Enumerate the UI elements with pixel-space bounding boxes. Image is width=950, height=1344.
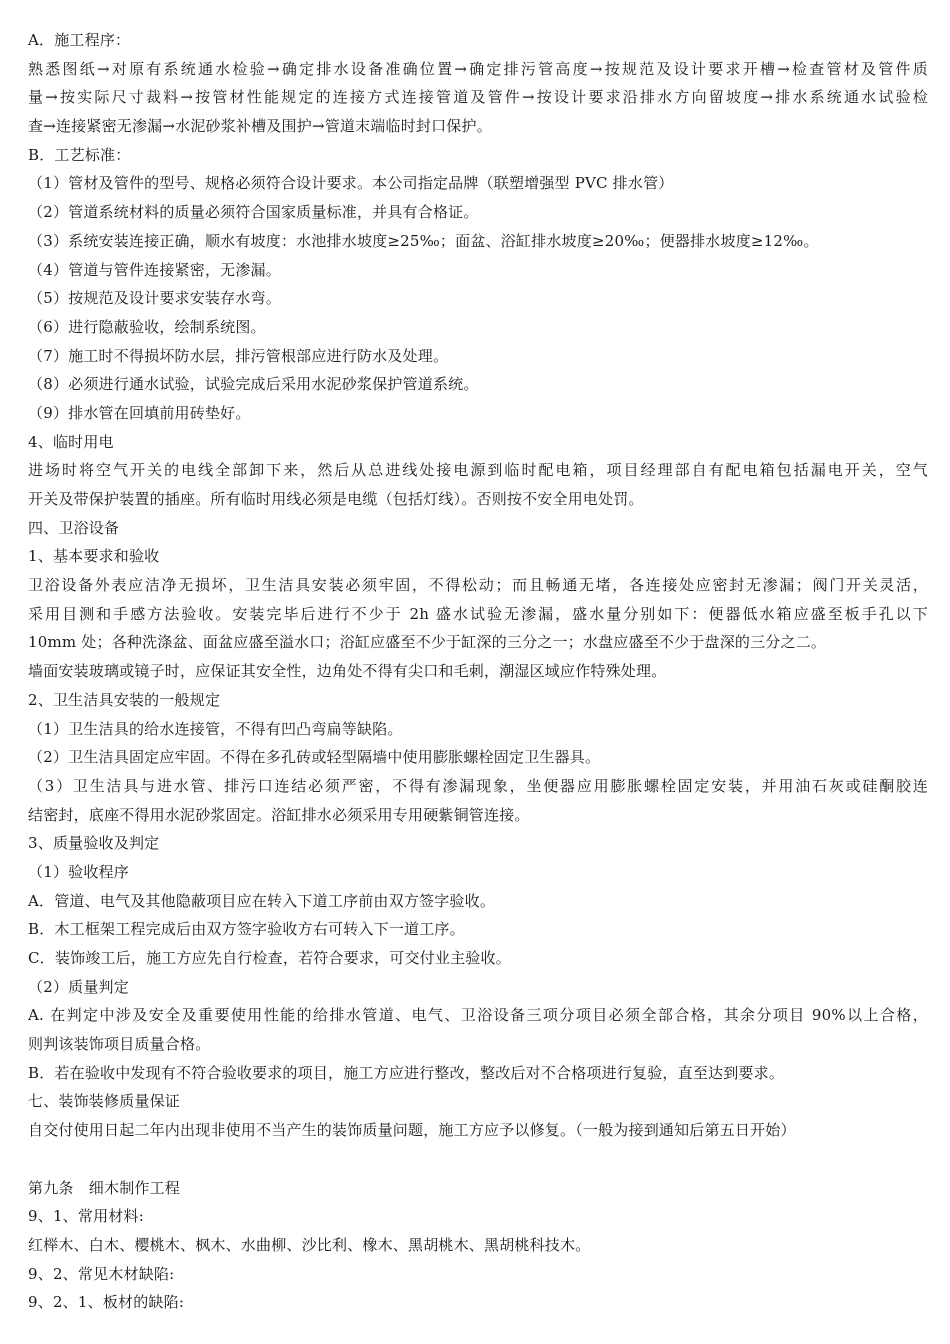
text-line: （1）管材及管件的型号、规格必须符合设计要求。本公司指定品牌（联塑增强型 PVC 排水管） [28, 174, 674, 193]
text-line: 量→按实际尺寸裁料→按管材性能规定的连接方式连接管道及管件→按设计要求沿排水方向留坡度→排水系统通水试验检 [28, 88, 928, 107]
blank-line [28, 1145, 928, 1174]
text-line: 3、质量验收及判定 [28, 834, 160, 853]
text-line: 采用目测和手感方法验收。安装完毕后进行不少于 2h 盛水试验无渗漏，盛水量分别如下：便器低水箱应盛至板手孔以下 [28, 604, 928, 623]
text-line: 2、卫生洁具安装的一般规定 [28, 690, 221, 709]
text-line: 第九条 细木制作工程 [28, 1178, 181, 1197]
text-line: 开关及带保护装置的插座。所有临时用线必须是电缆（包括灯线）。否则按不安全用电处罚。 [28, 490, 644, 508]
text-line: B．若在验收中发现有不符合验收要求的项目，施工方应进行整改，整改后对不合格项进行复验，直至达到要求。 [28, 1063, 785, 1082]
document-page [28, 26, 928, 1317]
text-line: 9、2、1、板材的缺陷: [28, 1293, 185, 1312]
text-line: B．木工框架工程完成后由双方签字验收方右可转入下一道工序。 [28, 920, 465, 939]
text-line: 七、装饰装修质量保证 [28, 1092, 181, 1111]
text-line: （3）卫生洁具与进水管、排污口连结必须严密，不得有渗漏现象，坐便器应用膨胀螺栓固定安装，并用油石灰或硅酮胶连 [28, 776, 928, 795]
text-line: （4）管道与管件连接紧密，无渗漏。 [28, 260, 281, 279]
text-line: （2）质量判定 [28, 977, 129, 996]
text-line: 进场时将空气开关的电线全部卸下来，然后从总进线处接电源到临时配电箱，项目经理部自有配电箱包括漏电开关，空气 [28, 461, 928, 480]
text-line: 4、临时用电 [28, 432, 114, 451]
text-line: （2）管道系统材料的质量必须符合国家质量标准，并具有合格证。 [28, 203, 479, 222]
text-line: C．装饰竣工后，施工方应先自行检查，若符合要求，可交付业主验收。 [28, 949, 511, 967]
text-line: （6）进行隐蔽验收，绘制系统图。 [28, 317, 266, 336]
text-line: A．管道、电气及其他隐蔽项目应在转入下道工序前由双方签字验收。 [28, 891, 496, 910]
text-line: （2）卫生洁具固定应牢固。不得在多孔砖或轻型隔墙中使用膨胀螺栓固定卫生器具。 [28, 748, 601, 767]
text-line: 10mm 处；各种洗涤盆、面盆应盛至溢水口；浴缸应盛至不少于缸深的三分之一；水盘应盛至不少于盘深的三分之二。 [28, 633, 827, 652]
text-line: B．工艺标准： [28, 145, 131, 164]
text-line: 红榉木、白木、樱桃木、枫木、水曲柳、沙比利、橡木、黑胡桃木、黑胡桃科技木。 [28, 1235, 591, 1254]
text-line: 卫浴设备外表应洁净无损坏，卫生洁具安装必须牢固，不得松动；而且畅通无堵，各连接处应密封无渗漏；阀门开关灵活， [28, 576, 928, 595]
text-line: A. 在判定中涉及安全及重要使用性能的给排水管道、电气、卫浴设备三项分项目必须全部合格，其余分项目 90%以上合格， [28, 1006, 928, 1025]
text-line: 自交付使用日起二年内出现非使用不当产生的装饰质量问题，施工方应予以修复。（一般为接到通知后第五日开始） [28, 1121, 796, 1140]
text-line: 9、1、常用材料: [28, 1207, 144, 1226]
text-line: （9）排水管在回填前用砖垫好。 [28, 403, 251, 422]
text-line: A．施工程序： [28, 31, 131, 49]
text-line: 1、基本要求和验收 [28, 547, 160, 566]
text-line: （5）按规范及设计要求安装存水弯。 [28, 289, 281, 308]
text-line: （3）系统安装连接正确，顺水有坡度：水池排水坡度≥25‰；面盆、浴缸排水坡度≥20‰；便器排水坡度≥12‰。 [28, 231, 819, 250]
text-line: 查→连接紧密无渗漏→水泥砂浆补槽及围护→管道末端临时封口保护。 [28, 117, 492, 136]
text-line: （1）卫生洁具的给水连接管，不得有凹凸弯扁等缺陷。 [28, 719, 403, 738]
text-line: 熟悉图纸→对原有系统通水检验→确定排水设备准确位置→确定排污管高度→按规范及设计要求开槽→检查管材及管件质 [28, 59, 928, 78]
text-line: （7）施工时不得损坏防水层，排污管根部应进行防水及处理。 [28, 346, 449, 365]
text-line: 9、2、常见木材缺陷: [28, 1264, 175, 1283]
text-line: 墙面安装玻璃或镜子时，应保证其安全性，边角处不得有尖口和毛刺，潮湿区域应作特殊处理。 [28, 662, 667, 681]
text-line: （8）必须进行通水试验，试验完成后采用水泥砂浆保护管道系统。 [28, 375, 479, 394]
text-line: 四、卫浴设备 [28, 518, 120, 537]
text-line: （1）验收程序 [28, 862, 129, 881]
text-line: 则判该装饰项目质量合格。 [28, 1035, 211, 1054]
text-line: 结密封，底座不得用水泥砂浆固定。浴缸排水必须采用专用硬紫铜管连接。 [28, 805, 530, 824]
